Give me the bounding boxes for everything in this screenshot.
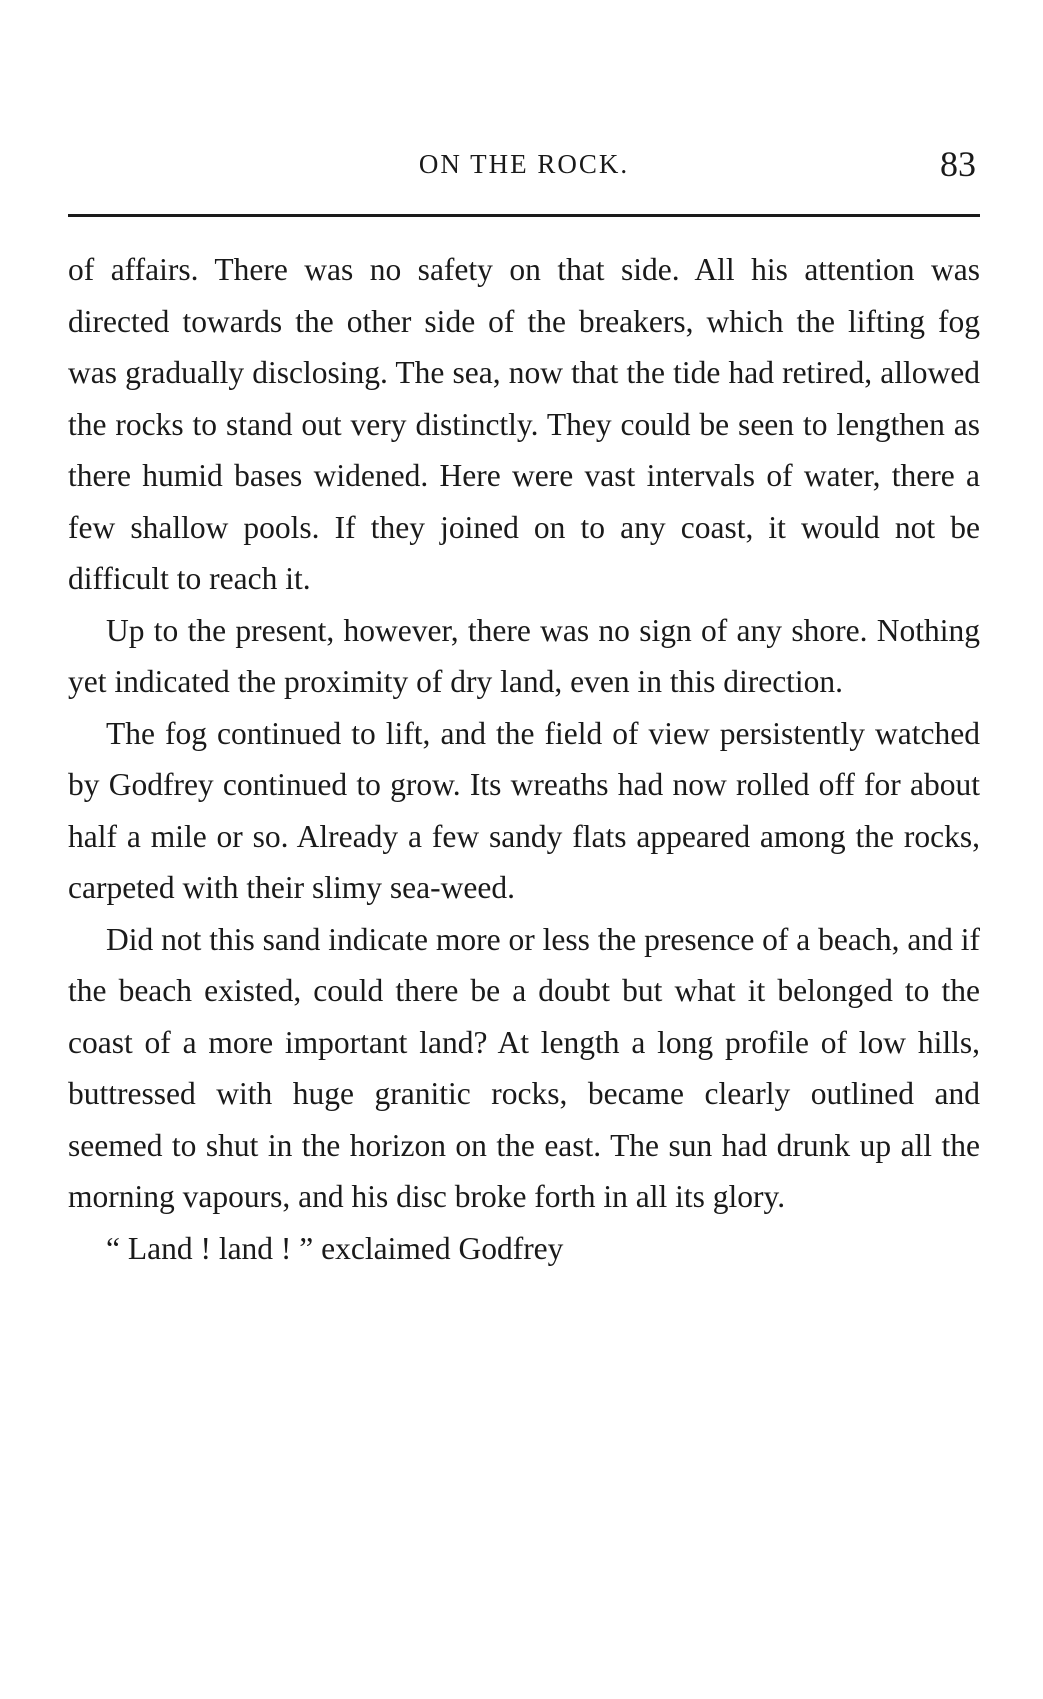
running-head: ON THE ROCK. [418,149,630,179]
page-header [68,143,980,193]
paragraph: “ Land ! land ! ” exclaimed Godfrey [106,1230,564,1266]
body-text [68,244,980,1274]
page-number: 83 [940,144,976,184]
paragraph: The fog continued to lift, and the field of view persistently watched by Godfrey continued to grow. Its wreaths had now rolled off for about half a mile or so. Already a few sandy flats appeared among the rocks, carpeted with their slimy sea-weed. [68,715,980,905]
paragraph: Did not this sand indicate more or less the presence of a beach, and if the beach existed, could there be a doubt but what it belonged to the coast of a more important land? At length a long profile of low hills, buttressed with huge granitic rocks, became clearly outlined and seemed to shut in the horizon on the east. The sun had drunk up all the morning vapours, and his disc broke forth in all its glory. [68,921,980,1214]
paragraph: Up to the present, however, there was no sign of any shore. Nothing yet indicated the proximity of dry land, even in this direction. [68,612,980,699]
paragraph: of affairs. There was no safety on that side. All his attention was directed towards the other side of the breakers, which the lifting fog was gradually disclosing. The sea, now that the tide had retired, allowed the rocks to stand out very distinctly. They could be seen to lengthen as there humid bases widened. Here were vast intervals of water, there a few shallow pools. If they joined on to any coast, it would not be difficult to reach it. [68,252,980,596]
header-rule [68,214,980,217]
